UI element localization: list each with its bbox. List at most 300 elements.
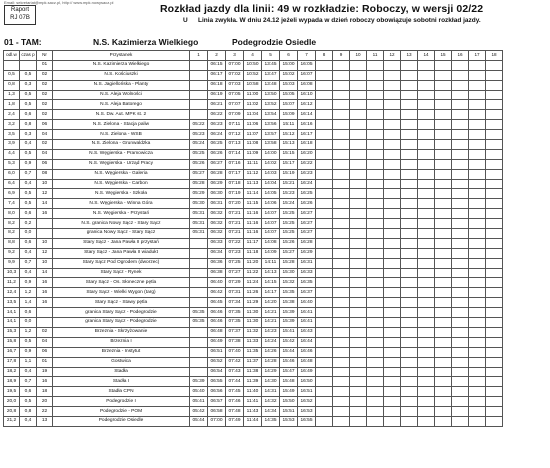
departure-time-cell xyxy=(384,298,401,308)
departure-time-cell: 16:26 xyxy=(298,199,316,209)
departure-time-cell: 16:14 xyxy=(298,110,316,120)
departure-time-cell xyxy=(452,100,469,110)
departure-time-cell: 11:18 xyxy=(244,248,262,258)
departure-time-cell: 13:48 xyxy=(262,80,280,90)
departure-time-cell: 15:25 xyxy=(280,209,298,219)
departure-time-cell: 05:35 xyxy=(190,308,208,318)
departure-time-cell: 15:50 xyxy=(280,397,298,407)
departure-time-cell: 05:30 xyxy=(190,199,208,209)
table-header-row xyxy=(4,51,503,61)
departure-time-cell xyxy=(350,159,367,169)
departure-time-cell: 07:42 xyxy=(226,357,244,367)
stop-number-cell: 01 xyxy=(37,357,53,367)
stop-number-cell: 14 xyxy=(37,268,53,278)
departure-time-cell: 16:27 xyxy=(298,219,316,229)
departure-time-cell: 06:40 xyxy=(208,278,226,288)
header-course: 11 xyxy=(367,51,384,61)
departure-time-cell: 07:21 xyxy=(226,229,244,239)
departure-time-cell: 11:24 xyxy=(244,278,262,288)
departure-time-cell xyxy=(367,229,384,239)
departure-time-cell: 11:44 xyxy=(244,416,262,426)
departure-time-cell: 06:31 xyxy=(208,199,226,209)
departure-time-cell: 07:46 xyxy=(226,397,244,407)
table-row xyxy=(4,80,503,90)
departure-time-cell xyxy=(469,258,486,268)
departure-time-cell: 06:30 xyxy=(208,189,226,199)
departure-time-cell: 16:18 xyxy=(298,140,316,150)
departure-time-cell: 15:12 xyxy=(280,130,298,140)
departure-time-cell xyxy=(401,337,418,347)
header-course: 14 xyxy=(418,51,435,61)
departure-time-cell: 14:23 xyxy=(262,327,280,337)
departure-time-cell: 15:09 xyxy=(280,110,298,120)
time-between-cell: 1,1 xyxy=(20,357,37,367)
departure-time-cell xyxy=(350,229,367,239)
departure-time-cell: 14:05 xyxy=(262,189,280,199)
departure-time-cell xyxy=(486,80,503,90)
departure-time-cell xyxy=(333,298,350,308)
departure-time-cell xyxy=(435,80,452,90)
departure-time-cell xyxy=(350,407,367,417)
departure-time-cell xyxy=(316,159,333,169)
departure-time-cell: 15:38 xyxy=(280,298,298,308)
departure-time-cell xyxy=(350,357,367,367)
departure-time-cell: 16:33 xyxy=(298,268,316,278)
departure-time-cell xyxy=(384,367,401,377)
departure-time-cell: 11:37 xyxy=(244,357,262,367)
stop-number-cell xyxy=(37,308,53,318)
departure-time-cell xyxy=(367,219,384,229)
departure-time-cell: 14:28 xyxy=(262,357,280,367)
departure-time-cell: 15:47 xyxy=(280,367,298,377)
table-row xyxy=(4,140,503,150)
departure-time-cell xyxy=(452,229,469,239)
departure-time-cell xyxy=(367,169,384,179)
table-row xyxy=(4,100,503,110)
departure-time-cell xyxy=(316,80,333,90)
stop-name-cell: granica Stary Sącz - Podegrodzie xyxy=(53,318,190,328)
departure-time-cell xyxy=(350,258,367,268)
departure-time-cell: 11:29 xyxy=(244,298,262,308)
departure-time-cell xyxy=(452,327,469,337)
departure-time-cell xyxy=(435,110,452,120)
departure-time-cell: 16:31 xyxy=(298,258,316,268)
departure-time-cell xyxy=(190,268,208,278)
departure-time-cell xyxy=(469,80,486,90)
departure-time-cell xyxy=(316,229,333,239)
report-code-box xyxy=(4,5,36,25)
time-between-cell: 0,6 xyxy=(20,209,37,219)
table-row xyxy=(4,288,503,298)
departure-time-cell xyxy=(401,288,418,298)
departure-time-cell: 06:32 xyxy=(208,209,226,219)
departure-time-cell xyxy=(486,367,503,377)
departure-time-cell xyxy=(384,377,401,387)
departure-time-cell xyxy=(452,159,469,169)
departure-time-cell: 13:56 xyxy=(262,120,280,130)
departure-time-cell: 05:25 xyxy=(190,149,208,159)
stop-number-cell: 10 xyxy=(37,258,53,268)
departure-time-cell xyxy=(435,248,452,258)
departure-time-cell xyxy=(350,367,367,377)
departure-time-cell xyxy=(418,100,435,110)
departure-time-cell: 11:33 xyxy=(244,337,262,347)
time-between-cell: 0,4 xyxy=(20,179,37,189)
stop-name-cell: Brzeznia I xyxy=(53,337,190,347)
departure-time-cell: 05:31 xyxy=(190,229,208,239)
stop-name-cell: Brzeznia - Instytut xyxy=(53,347,190,357)
header-stop-number: Nr xyxy=(37,51,53,61)
stop-number-cell: 10 xyxy=(37,179,53,189)
departure-time-cell: 16:23 xyxy=(298,169,316,179)
time-between-cell: 0,5 xyxy=(20,397,37,407)
time-between-cell: 0,7 xyxy=(20,258,37,268)
header-course: 15 xyxy=(435,51,452,61)
departure-time-cell xyxy=(418,357,435,367)
departure-time-cell xyxy=(350,268,367,278)
departure-time-cell: 15:51 xyxy=(280,407,298,417)
report-code: RJ 07B xyxy=(10,15,30,21)
stop-number-cell: 02 xyxy=(37,140,53,150)
departure-time-cell: 16:16 xyxy=(298,120,316,130)
departure-time-cell xyxy=(350,189,367,199)
distance-cell: 15,3 xyxy=(4,327,20,337)
time-between-cell: 0,0 xyxy=(20,229,37,239)
stop-name-cell: Podegrodzie I xyxy=(53,397,190,407)
distance-cell: 5,3 xyxy=(4,159,20,169)
departure-time-cell xyxy=(316,110,333,120)
departure-time-cell: 14:00 xyxy=(262,149,280,159)
stop-name-cell: N.S. Węgierska - Szkoła xyxy=(53,189,190,199)
departure-time-cell xyxy=(486,238,503,248)
departure-time-cell: 16:12 xyxy=(298,100,316,110)
departure-time-cell: 16:44 xyxy=(298,337,316,347)
departure-time-cell xyxy=(333,397,350,407)
departure-time-cell xyxy=(486,258,503,268)
departure-time-cell xyxy=(418,90,435,100)
departure-time-cell xyxy=(435,377,452,387)
departure-time-cell: 14:03 xyxy=(262,169,280,179)
table-row xyxy=(4,387,503,397)
departure-time-cell xyxy=(452,407,469,417)
departure-time-cell xyxy=(469,387,486,397)
departure-time-cell: 07:12 xyxy=(226,130,244,140)
departure-time-cell xyxy=(401,407,418,417)
stop-number-cell: 02 xyxy=(37,327,53,337)
departure-time-cell xyxy=(384,238,401,248)
departure-time-cell xyxy=(316,387,333,397)
departure-time-cell xyxy=(452,347,469,357)
departure-time-cell: 11:38 xyxy=(244,367,262,377)
departure-time-cell: 06:33 xyxy=(208,238,226,248)
table-row xyxy=(4,327,503,337)
departure-time-cell xyxy=(435,238,452,248)
departure-time-cell xyxy=(316,120,333,130)
stop-number-cell: 16 xyxy=(37,278,53,288)
header-time-between: czas p xyxy=(20,51,37,61)
departure-time-cell xyxy=(486,397,503,407)
departure-time-cell xyxy=(333,140,350,150)
departure-time-cell xyxy=(316,416,333,426)
departure-time-cell: 07:22 xyxy=(226,238,244,248)
departure-time-cell xyxy=(384,189,401,199)
departure-time-cell: 06:22 xyxy=(208,110,226,120)
departure-time-cell: 16:25 xyxy=(298,189,316,199)
header-course: 12 xyxy=(384,51,401,61)
departure-time-cell: 07:21 xyxy=(226,209,244,219)
departure-time-cell xyxy=(418,80,435,90)
departure-time-cell: 06:58 xyxy=(208,407,226,417)
departure-time-cell xyxy=(333,229,350,239)
distance-cell: 6,0 xyxy=(4,169,20,179)
departure-time-cell xyxy=(333,60,350,70)
departure-time-cell: 15:44 xyxy=(280,347,298,357)
departure-time-cell xyxy=(316,268,333,278)
departure-time-cell: 15:13 xyxy=(280,140,298,150)
departure-time-cell xyxy=(350,337,367,347)
distance-cell: 12,4 xyxy=(4,288,20,298)
departure-time-cell: 14:04 xyxy=(262,179,280,189)
table-row xyxy=(4,238,503,248)
departure-time-cell xyxy=(384,357,401,367)
time-between-cell: 0,9 xyxy=(20,278,37,288)
stop-name-cell: N.S. Kazimierza Wielkiego xyxy=(53,60,190,70)
departure-time-cell: 06:28 xyxy=(208,169,226,179)
departure-time-cell: 14:20 xyxy=(262,298,280,308)
departure-time-cell: 15:39 xyxy=(280,318,298,328)
departure-time-cell xyxy=(367,120,384,130)
departure-time-cell xyxy=(350,149,367,159)
departure-time-cell: 14:06 xyxy=(262,199,280,209)
departure-time-cell xyxy=(333,209,350,219)
stop-name-cell: Stary Sącz - Jana Pawła II wiadukt xyxy=(53,248,190,258)
departure-time-cell xyxy=(367,100,384,110)
departure-time-cell xyxy=(435,397,452,407)
departure-time-cell: 11:16 xyxy=(244,219,262,229)
departure-time-cell: 06:23 xyxy=(208,120,226,130)
departure-time-cell: 13:58 xyxy=(262,140,280,150)
departure-time-cell xyxy=(401,229,418,239)
departure-time-cell xyxy=(384,219,401,229)
departure-time-cell xyxy=(486,110,503,120)
distance-cell: 8,8 xyxy=(4,238,20,248)
departure-time-cell: 11:30 xyxy=(244,318,262,328)
departure-time-cell: 05:35 xyxy=(190,318,208,328)
departure-time-cell xyxy=(401,347,418,357)
departure-time-cell xyxy=(452,189,469,199)
departure-time-cell xyxy=(486,70,503,80)
departure-time-cell: 14:07 xyxy=(262,219,280,229)
departure-time-cell xyxy=(350,60,367,70)
departure-time-cell xyxy=(401,100,418,110)
departure-time-cell xyxy=(452,298,469,308)
header-course: 1 xyxy=(190,51,208,61)
departure-time-cell xyxy=(469,337,486,347)
stop-number-cell: 18 xyxy=(37,387,53,397)
departure-time-cell: 07:27 xyxy=(226,268,244,278)
departure-time-cell: 11:07 xyxy=(244,130,262,140)
distance-cell: 3,2 xyxy=(4,120,20,130)
departure-time-cell xyxy=(469,199,486,209)
departure-time-cell xyxy=(435,258,452,268)
departure-time-cell: 06:42 xyxy=(208,288,226,298)
departure-time-cell xyxy=(452,416,469,426)
departure-time-cell xyxy=(316,238,333,248)
departure-time-cell: 16:29 xyxy=(298,248,316,258)
distance-cell: 1,3 xyxy=(4,90,20,100)
departure-time-cell: 11:20 xyxy=(244,258,262,268)
stop-name-cell: N.S. Dw. Aut. MPK st. 2 xyxy=(53,110,190,120)
departure-time-cell xyxy=(333,258,350,268)
time-between-cell: 0,0 xyxy=(20,318,37,328)
time-between-cell: 0,7 xyxy=(20,377,37,387)
distance-cell: 0,8 xyxy=(4,80,20,90)
email-line: Email: sekretariat@mpk.sacz.pl, http:// www.mpk.nowysacz.pl xyxy=(4,0,114,5)
departure-time-cell: 15:27 xyxy=(280,248,298,258)
departure-time-cell: 15:32 xyxy=(280,278,298,288)
departure-time-cell xyxy=(316,179,333,189)
departure-time-cell xyxy=(469,298,486,308)
departure-time-cell: 15:02 xyxy=(280,70,298,80)
departure-time-cell: 06:15 xyxy=(208,60,226,70)
departure-time-cell xyxy=(418,238,435,248)
departure-time-cell xyxy=(316,209,333,219)
departure-time-cell xyxy=(350,327,367,337)
table-row xyxy=(4,179,503,189)
departure-time-cell xyxy=(435,189,452,199)
departure-time-cell xyxy=(367,397,384,407)
departure-time-cell: 05:41 xyxy=(190,397,208,407)
departure-time-cell xyxy=(384,397,401,407)
stop-number-cell: 04 xyxy=(37,149,53,159)
departure-time-cell xyxy=(384,248,401,258)
departure-time-cell: 06:52 xyxy=(208,357,226,367)
departure-time-cell xyxy=(367,209,384,219)
time-between-cell: 0,7 xyxy=(20,169,37,179)
departure-time-cell xyxy=(384,140,401,150)
departure-time-cell: 05:24 xyxy=(190,140,208,150)
header-course: 5 xyxy=(262,51,280,61)
stop-number-cell: 22 xyxy=(37,407,53,417)
departure-time-cell: 14:21 xyxy=(262,308,280,318)
departure-time-cell: 07:00 xyxy=(208,416,226,426)
departure-time-cell xyxy=(316,347,333,357)
departure-time-cell xyxy=(452,219,469,229)
departure-time-cell xyxy=(401,80,418,90)
departure-time-cell xyxy=(469,318,486,328)
departure-time-cell xyxy=(469,100,486,110)
departure-time-cell xyxy=(350,100,367,110)
departure-time-cell: 14:02 xyxy=(262,159,280,169)
departure-time-cell xyxy=(384,90,401,100)
departure-time-cell: 07:31 xyxy=(226,288,244,298)
departure-time-cell xyxy=(401,248,418,258)
departure-time-cell: 05:22 xyxy=(190,120,208,130)
departure-time-cell: 06:56 xyxy=(208,387,226,397)
departure-time-cell xyxy=(486,377,503,387)
departure-time-cell xyxy=(486,298,503,308)
departure-time-cell: 11:40 xyxy=(244,387,262,397)
departure-time-cell xyxy=(367,278,384,288)
header-course: 18 xyxy=(486,51,503,61)
departure-time-cell xyxy=(333,308,350,318)
departure-time-cell xyxy=(435,100,452,110)
departure-time-cell xyxy=(384,407,401,417)
departure-time-cell xyxy=(469,169,486,179)
departure-time-cell xyxy=(486,278,503,288)
departure-time-cell xyxy=(190,357,208,367)
departure-time-cell: 07:19 xyxy=(226,189,244,199)
departure-time-cell xyxy=(418,179,435,189)
departure-time-cell xyxy=(469,288,486,298)
table-row xyxy=(4,416,503,426)
stop-name-cell: Brzeznia - Skrzyżowanie xyxy=(53,327,190,337)
departure-time-cell xyxy=(401,219,418,229)
departure-time-cell xyxy=(469,268,486,278)
stop-name-cell: Stadła xyxy=(53,367,190,377)
departure-time-cell xyxy=(350,140,367,150)
departure-time-cell xyxy=(384,100,401,110)
departure-time-cell xyxy=(350,298,367,308)
departure-time-cell: 14:13 xyxy=(262,268,280,278)
departure-time-cell xyxy=(486,199,503,209)
time-between-cell: 0,5 xyxy=(20,90,37,100)
departure-time-cell: 13:47 xyxy=(262,70,280,80)
table-row xyxy=(4,278,503,288)
departure-time-cell xyxy=(190,327,208,337)
departure-time-cell: 15:28 xyxy=(280,258,298,268)
departure-time-cell: 16:27 xyxy=(298,209,316,219)
departure-time-cell xyxy=(333,100,350,110)
departure-time-cell xyxy=(486,90,503,100)
departure-time-cell xyxy=(401,377,418,387)
distance-cell: 15,8 xyxy=(4,337,20,347)
stop-number-cell: 16 xyxy=(37,288,53,298)
departure-time-cell: 06:34 xyxy=(208,248,226,258)
departure-time-cell xyxy=(333,288,350,298)
departure-time-cell xyxy=(486,60,503,70)
departure-time-cell xyxy=(350,397,367,407)
departure-time-cell xyxy=(350,377,367,387)
departure-time-cell xyxy=(486,357,503,367)
departure-time-cell xyxy=(384,169,401,179)
departure-time-cell: 15:25 xyxy=(280,219,298,229)
distance-cell: 6,4 xyxy=(4,179,20,189)
distance-cell: 13,5 xyxy=(4,298,20,308)
departure-time-cell xyxy=(384,229,401,239)
departure-time-cell xyxy=(486,219,503,229)
departure-time-cell xyxy=(350,278,367,288)
departure-time-cell xyxy=(333,70,350,80)
departure-time-cell xyxy=(452,149,469,159)
departure-time-cell xyxy=(316,298,333,308)
departure-time-cell xyxy=(367,189,384,199)
stop-number-cell: 08 xyxy=(37,169,53,179)
departure-time-cell xyxy=(367,347,384,357)
departure-time-cell: 06:46 xyxy=(208,318,226,328)
departure-time-cell xyxy=(333,337,350,347)
table-row xyxy=(4,70,503,80)
departure-time-cell xyxy=(384,149,401,159)
departure-time-cell xyxy=(190,248,208,258)
distance-cell: 18,9 xyxy=(4,377,20,387)
table-row xyxy=(4,258,503,268)
departure-time-cell xyxy=(418,288,435,298)
departure-time-cell: 06:57 xyxy=(208,397,226,407)
stop-name-cell: Stary Sącz Pod Ogrodem (dworzec) xyxy=(53,258,190,268)
departure-time-cell xyxy=(418,318,435,328)
departure-time-cell xyxy=(401,397,418,407)
